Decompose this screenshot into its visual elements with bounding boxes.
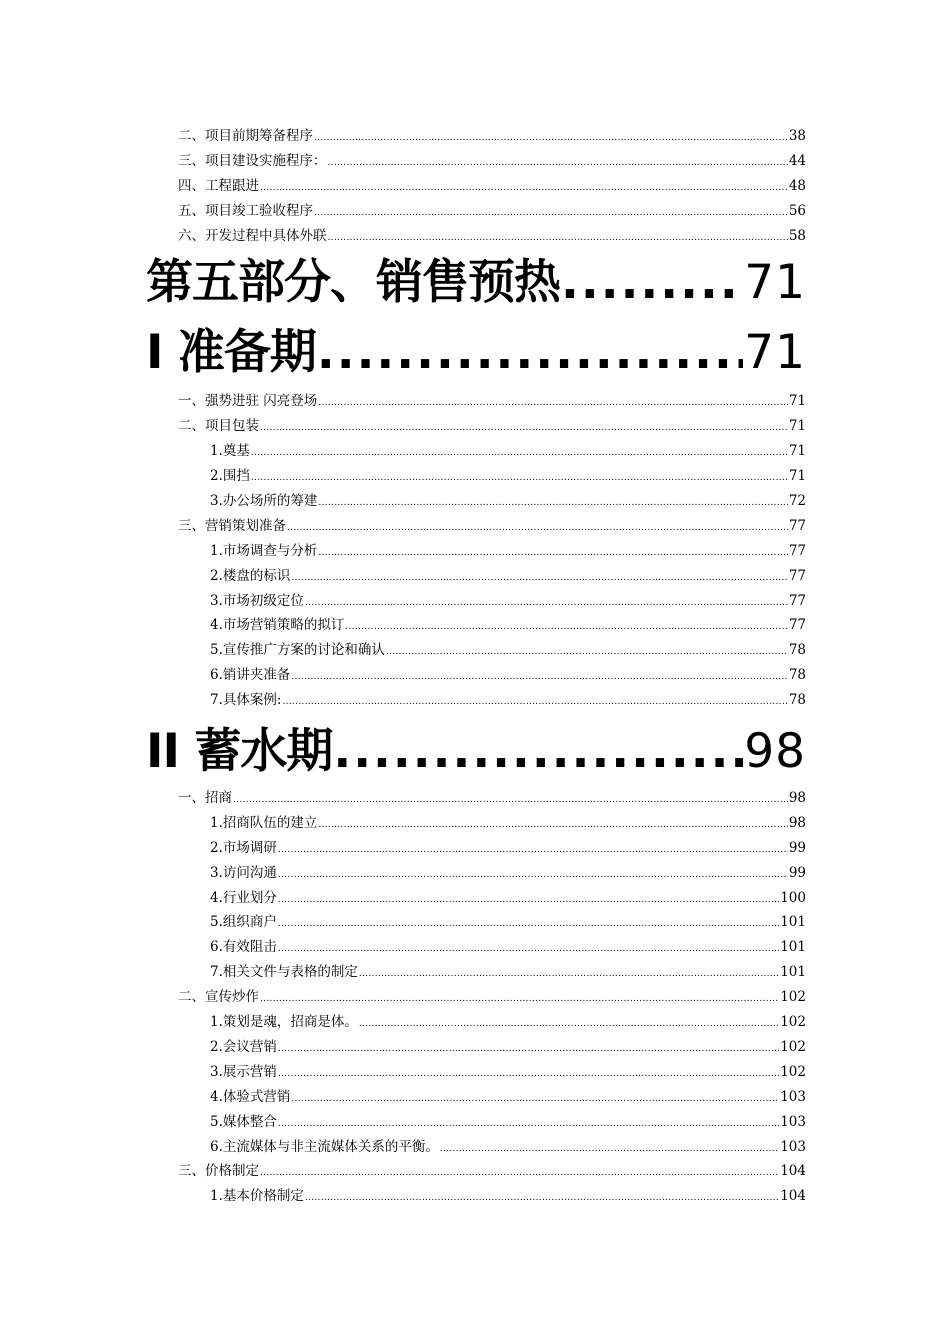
toc-dot-leader bbox=[328, 151, 788, 176]
toc-title: 第五部分、销售预热 bbox=[146, 255, 560, 311]
toc-dot-leader bbox=[282, 690, 787, 715]
toc-title: 2.会议营销 bbox=[210, 1038, 277, 1055]
toc-page-number: 103 bbox=[780, 1088, 806, 1105]
toc-title: 二、项目包装 bbox=[178, 418, 259, 435]
toc-entry[interactable] bbox=[146, 489, 806, 514]
toc-page-number: 102 bbox=[780, 989, 806, 1006]
toc-dot-leader bbox=[291, 566, 787, 591]
toc-entry[interactable] bbox=[146, 514, 806, 539]
toc-title: 3.展示营销 bbox=[210, 1063, 277, 1080]
toc-page-number: 104 bbox=[780, 1163, 806, 1180]
toc-dot-leader bbox=[345, 615, 787, 640]
toc-page-number: 104 bbox=[780, 1188, 806, 1205]
toc-entry[interactable] bbox=[146, 589, 806, 614]
toc-page-number: 78 bbox=[788, 667, 806, 684]
toc-dot-leader bbox=[305, 591, 788, 616]
toc-title: 2.楼盘的标识 bbox=[210, 567, 291, 584]
toc-title: 一、招商 bbox=[178, 790, 232, 807]
toc-entry[interactable] bbox=[146, 861, 806, 886]
toc-entry[interactable] bbox=[146, 149, 806, 174]
toc-dot-leader bbox=[278, 838, 788, 863]
toc-entry[interactable] bbox=[146, 174, 806, 199]
toc-page-number: 98 bbox=[744, 724, 806, 780]
toc-title: 1.基本价格制定 bbox=[210, 1188, 304, 1205]
toc-entry[interactable] bbox=[146, 613, 806, 638]
toc-page-number: 44 bbox=[788, 152, 806, 169]
toc-title: 五、项目竣工验收程序 bbox=[178, 202, 313, 219]
toc-dot-leader bbox=[333, 713, 743, 791]
toc-dot-leader bbox=[318, 491, 787, 516]
toc-page-number: 77 bbox=[788, 517, 806, 534]
toc-dot-leader bbox=[278, 1037, 779, 1062]
toc-title: I 准备期 bbox=[146, 325, 316, 381]
toc-title: 三、营销策划准备 bbox=[178, 517, 286, 534]
table-of-contents bbox=[146, 124, 806, 1209]
toc-page-number: 101 bbox=[780, 939, 806, 956]
toc-title: 7.具体案例: bbox=[210, 692, 282, 709]
toc-entry[interactable] bbox=[146, 1110, 806, 1135]
toc-page-number: 71 bbox=[788, 393, 806, 410]
toc-entry[interactable] bbox=[146, 985, 806, 1010]
toc-page-number: 38 bbox=[788, 128, 806, 144]
toc-page-number: 71 bbox=[744, 255, 806, 311]
toc-dot-leader bbox=[278, 1112, 779, 1137]
toc-page-number: 71 bbox=[744, 325, 806, 381]
toc-title: 二、项目前期筹备程序 bbox=[178, 128, 313, 144]
toc-entry[interactable] bbox=[146, 199, 806, 224]
toc-title: 6.销讲夹准备 bbox=[210, 667, 291, 684]
toc-title: 1.招商队伍的建立 bbox=[210, 814, 318, 831]
toc-page-number: 101 bbox=[780, 964, 806, 981]
toc-entry[interactable] bbox=[146, 910, 806, 935]
toc-dot-leader bbox=[359, 962, 779, 987]
toc-entry[interactable] bbox=[146, 389, 806, 414]
toc-entry[interactable] bbox=[146, 414, 806, 439]
toc-title: 3.市场初级定位 bbox=[210, 592, 304, 609]
toc-page-number: 77 bbox=[788, 542, 806, 559]
toc-entry[interactable] bbox=[146, 1035, 806, 1060]
toc-page-number: 58 bbox=[788, 227, 806, 244]
toc-title: II 蓄水期 bbox=[146, 724, 333, 780]
toc-page-number: 72 bbox=[788, 493, 806, 510]
toc-entry[interactable] bbox=[146, 464, 806, 489]
toc-page-number: 99 bbox=[788, 864, 806, 881]
toc-title: 一、强势进驻 闪亮登场 bbox=[178, 393, 318, 410]
toc-page-number: 48 bbox=[788, 177, 806, 194]
toc-dot-leader bbox=[260, 987, 779, 1012]
toc-title: 1.奠基 bbox=[210, 443, 250, 460]
toc-page-number: 71 bbox=[788, 468, 806, 485]
toc-page-number: 101 bbox=[780, 914, 806, 931]
toc-title: 4.行业划分 bbox=[210, 889, 277, 906]
toc-page-number: 77 bbox=[788, 592, 806, 609]
toc-entry[interactable] bbox=[146, 886, 806, 911]
toc-dot-leader bbox=[386, 640, 788, 665]
toc-page-number: 102 bbox=[780, 1014, 806, 1031]
toc-entry[interactable] bbox=[146, 1159, 806, 1184]
toc-dot-leader bbox=[440, 1137, 779, 1162]
toc-dot-leader bbox=[318, 391, 788, 416]
toc-entry[interactable] bbox=[146, 836, 806, 861]
toc-dot-leader bbox=[317, 317, 743, 389]
toc-page-number: 56 bbox=[788, 202, 806, 219]
toc-page-number: 102 bbox=[780, 1038, 806, 1055]
toc-page-number: 78 bbox=[788, 642, 806, 659]
toc-title: 6.主流媒体与非主流媒体关系的平衡。 bbox=[210, 1138, 439, 1155]
toc-dot-leader bbox=[305, 1186, 779, 1211]
toc-title: 4.市场营销策略的拟订 bbox=[210, 617, 345, 634]
toc-heading[interactable] bbox=[146, 317, 806, 389]
toc-page-number: 102 bbox=[780, 1063, 806, 1080]
toc-page-number: 98 bbox=[788, 790, 806, 807]
toc-title: 2.市场调研 bbox=[210, 839, 277, 856]
toc-page-number: 100 bbox=[780, 889, 806, 906]
toc-dot-leader bbox=[359, 1012, 779, 1037]
toc-dot-leader bbox=[251, 441, 788, 466]
toc-title: 四、工程跟进 bbox=[178, 177, 259, 194]
toc-entry[interactable] bbox=[146, 124, 806, 149]
toc-dot-leader bbox=[278, 1062, 779, 1087]
toc-entry[interactable] bbox=[146, 811, 806, 836]
toc-dot-leader bbox=[260, 1161, 779, 1186]
toc-entry[interactable] bbox=[146, 663, 806, 688]
toc-dot-leader bbox=[328, 226, 788, 251]
toc-title: 2.围挡 bbox=[210, 468, 250, 485]
toc-title: 1.策划是魂，招商是体。 bbox=[210, 1014, 358, 1031]
toc-dot-leader bbox=[287, 516, 788, 541]
toc-entry[interactable] bbox=[146, 1135, 806, 1160]
toc-entry[interactable] bbox=[146, 688, 806, 713]
toc-dot-leader bbox=[278, 912, 779, 937]
toc-entry[interactable] bbox=[146, 960, 806, 985]
toc-entry[interactable] bbox=[146, 1085, 806, 1110]
toc-entry[interactable] bbox=[146, 224, 806, 249]
toc-heading[interactable] bbox=[146, 249, 806, 317]
toc-title: 六、开发过程中具体外联 bbox=[178, 227, 327, 244]
toc-title: 三、项目建设实施程序： bbox=[178, 152, 327, 169]
toc-page-number: 71 bbox=[788, 418, 806, 435]
toc-dot-leader bbox=[278, 937, 779, 962]
toc-title: 三、价格制定 bbox=[178, 1163, 259, 1180]
toc-dot-leader bbox=[291, 1087, 779, 1112]
toc-entry[interactable] bbox=[146, 935, 806, 960]
toc-title: 6.有效阻击 bbox=[210, 939, 277, 956]
toc-dot-leader bbox=[318, 541, 787, 566]
toc-page-number: 71 bbox=[788, 443, 806, 460]
toc-title: 5.媒体整合 bbox=[210, 1113, 277, 1130]
toc-entry[interactable] bbox=[146, 1010, 806, 1035]
toc-dot-leader bbox=[314, 201, 788, 226]
toc-dot-leader bbox=[278, 888, 779, 913]
toc-entry[interactable] bbox=[146, 564, 806, 589]
toc-entry[interactable] bbox=[146, 1060, 806, 1085]
toc-heading[interactable] bbox=[146, 713, 806, 786]
toc-page-number: 78 bbox=[788, 692, 806, 709]
toc-title: 7.相关文件与表格的制定 bbox=[210, 964, 358, 981]
toc-title: 4.体验式营销 bbox=[210, 1088, 291, 1105]
toc-entry[interactable] bbox=[146, 539, 806, 564]
toc-dot-leader bbox=[561, 249, 743, 317]
toc-dot-leader bbox=[251, 466, 788, 491]
toc-page-number: 99 bbox=[788, 839, 806, 856]
toc-page-number: 103 bbox=[780, 1138, 806, 1155]
toc-entry[interactable] bbox=[146, 786, 806, 811]
toc-title: 5.组织商户 bbox=[210, 914, 277, 931]
toc-dot-leader bbox=[260, 416, 788, 441]
toc-page-number: 103 bbox=[780, 1113, 806, 1130]
toc-title: 5.宣传推广方案的讨论和确认 bbox=[210, 642, 385, 659]
toc-page-number: 77 bbox=[788, 617, 806, 634]
toc-title: 3.访问沟通 bbox=[210, 864, 277, 881]
toc-title: 二、宣传炒作 bbox=[178, 989, 259, 1006]
toc-entry[interactable] bbox=[146, 638, 806, 663]
toc-dot-leader bbox=[278, 863, 788, 888]
toc-page-number: 77 bbox=[788, 567, 806, 584]
toc-dot-leader bbox=[233, 788, 788, 813]
toc-dot-leader bbox=[291, 665, 787, 690]
toc-entry[interactable] bbox=[146, 1184, 806, 1209]
toc-title: 3.办公场所的筹建 bbox=[210, 493, 318, 510]
toc-entry[interactable] bbox=[146, 439, 806, 464]
toc-title: 1.市场调查与分析 bbox=[210, 542, 318, 559]
toc-dot-leader bbox=[314, 126, 788, 151]
toc-dot-leader bbox=[260, 176, 788, 201]
toc-page-number: 98 bbox=[788, 814, 806, 831]
toc-dot-leader bbox=[318, 813, 787, 838]
